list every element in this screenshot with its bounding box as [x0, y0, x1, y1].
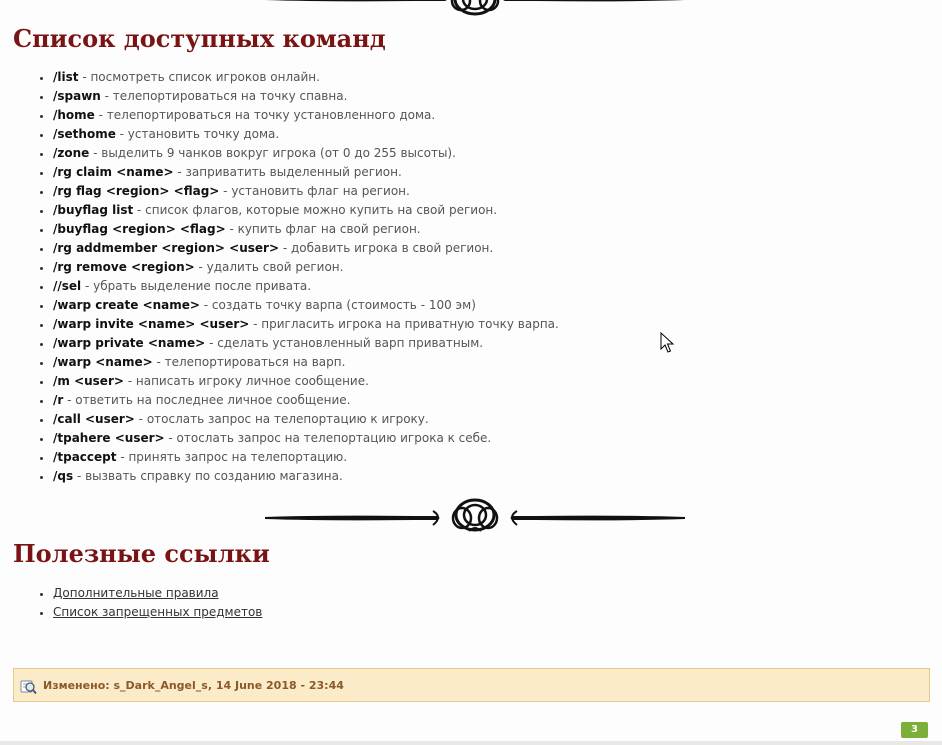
- command-item: [53, 353, 559, 372]
- command-description: - убрать выделение после привата.: [81, 279, 312, 293]
- command-item: [53, 106, 559, 125]
- command-name: /zone: [53, 146, 90, 160]
- command-name: /call <user>: [53, 412, 135, 426]
- command-name: /m <user>: [53, 374, 124, 388]
- ornament-divider: [265, 497, 685, 537]
- command-description: - добавить игрока в свой регион.: [279, 241, 494, 255]
- command-name: /qs: [53, 469, 74, 483]
- link-item: [53, 603, 262, 622]
- command-name: /warp private <name>: [53, 336, 206, 350]
- bottom-rule: [0, 741, 942, 745]
- command-description: - телепортироваться на варп.: [152, 355, 346, 369]
- command-description: - принять запрос на телепортацию.: [116, 450, 348, 464]
- command-description: - написать игроку личное сообщение.: [123, 374, 369, 388]
- command-item: [53, 258, 559, 277]
- command-description: - телепортироваться на точку спавна.: [100, 89, 348, 103]
- command-name: /warp invite <name> <user>: [53, 317, 250, 331]
- command-item: [53, 334, 559, 353]
- command-description: - отослать запрос на телепортацию игрока к себе.: [164, 431, 492, 445]
- command-item: [53, 87, 559, 106]
- command-description: - купить флаг на свой регион.: [225, 222, 421, 236]
- command-description: - посмотреть список игроков онлайн.: [78, 70, 320, 84]
- useful-links-list: [0, 584, 262, 622]
- command-item: [53, 125, 559, 144]
- commands-list: [0, 68, 559, 486]
- command-item: [53, 448, 559, 467]
- ornament-divider-top: [265, 0, 685, 18]
- command-description: - установить точку дома.: [115, 127, 280, 141]
- command-name: /rg addmember <region> <user>: [53, 241, 280, 255]
- edited-notice: [13, 668, 930, 702]
- command-description: - создать точку варпа (стоимость - 100 эм): [199, 298, 476, 312]
- command-name: /warp <name>: [53, 355, 153, 369]
- command-description: - вызвать справку по созданию магазина.: [73, 469, 343, 483]
- useful-link[interactable]: Список запрещенных предметов: [53, 605, 263, 619]
- command-description: - удалить свой регион.: [194, 260, 344, 274]
- command-name: /tpaccept: [53, 450, 117, 464]
- command-name: /buyflag list: [53, 203, 134, 217]
- command-name: /sethome: [53, 127, 116, 141]
- command-item: [53, 467, 559, 486]
- command-item: [53, 296, 559, 315]
- command-description: - выделить 9 чанков вокруг игрока (от 0 до 255 высоты).: [89, 146, 456, 160]
- command-name: /r: [53, 393, 64, 407]
- command-item: [53, 144, 559, 163]
- command-description: - список флагов, которые можно купить на свой регион.: [133, 203, 498, 217]
- commands-section-title: Список доступных команд: [13, 24, 386, 53]
- command-item: [53, 201, 559, 220]
- command-description: - установить флаг на регион.: [219, 184, 410, 198]
- command-description: - ответить на последнее личное сообщение.: [63, 393, 351, 407]
- command-name: /warp create <name>: [53, 298, 200, 312]
- command-name: /list: [53, 70, 79, 84]
- link-item: [53, 584, 262, 603]
- command-item: [53, 410, 559, 429]
- mouse-cursor-icon: [660, 332, 674, 354]
- command-name: /rg claim <name>: [53, 165, 174, 179]
- command-item: [53, 277, 559, 296]
- command-description: - сделать установленный варп приватным.: [205, 336, 484, 350]
- page-number-badge[interactable]: 3: [901, 722, 928, 738]
- edited-info: Изменено: s_Dark_Angel_s, 14 June 2018 - 23:44: [43, 679, 344, 692]
- command-item: [53, 220, 559, 239]
- command-item: [53, 182, 559, 201]
- command-name: //sel: [53, 279, 82, 293]
- command-description: - пригласить игрока на приватную точку варпа.: [249, 317, 559, 331]
- command-description: - отослать запрос на телепортацию к игроку.: [134, 412, 429, 426]
- command-item: [53, 429, 559, 448]
- command-name: /buyflag <region> <flag>: [53, 222, 226, 236]
- command-item: [53, 372, 559, 391]
- useful-link[interactable]: Дополнительные правила: [53, 586, 219, 600]
- edit-magnifier-icon: [20, 678, 37, 695]
- links-section-title: Полезные ссылки: [13, 539, 270, 568]
- command-name: /spawn: [53, 89, 101, 103]
- command-item: [53, 68, 559, 87]
- command-name: /home: [53, 108, 95, 122]
- command-item: [53, 391, 559, 410]
- command-name: /rg flag <region> <flag>: [53, 184, 220, 198]
- command-item: [53, 315, 559, 334]
- command-item: [53, 163, 559, 182]
- command-name: /tpahere <user>: [53, 431, 165, 445]
- command-item: [53, 239, 559, 258]
- command-description: - заприватить выделенный регион.: [173, 165, 402, 179]
- command-name: /rg remove <region>: [53, 260, 195, 274]
- command-description: - телепортироваться на точку установленного дома.: [94, 108, 436, 122]
